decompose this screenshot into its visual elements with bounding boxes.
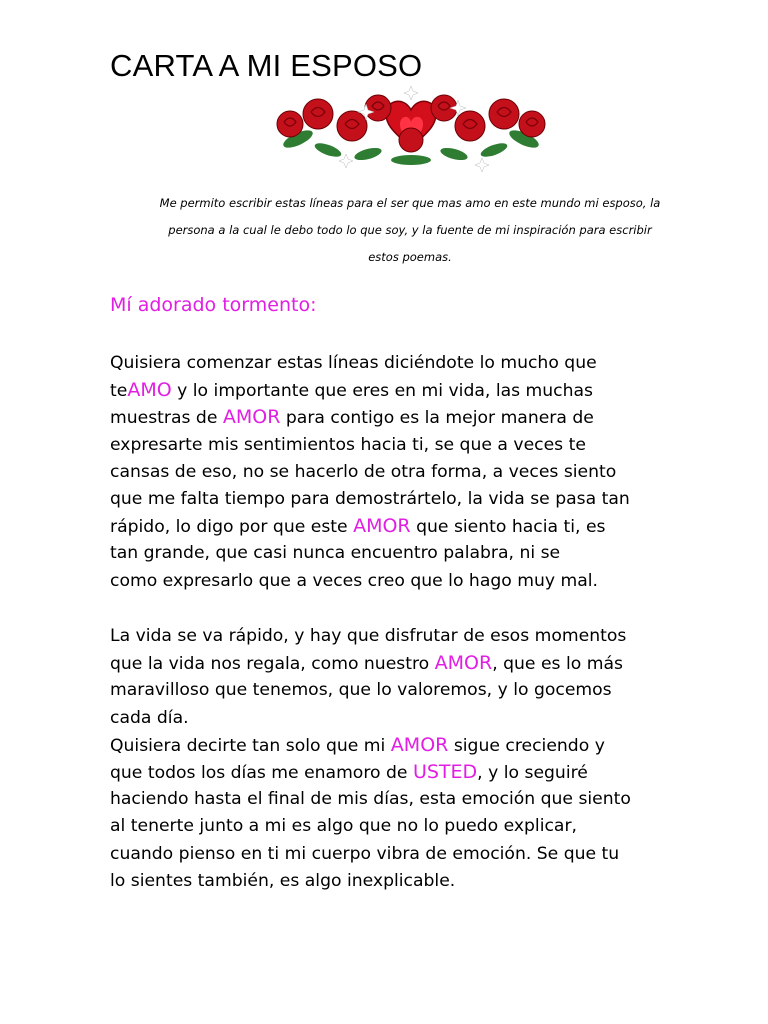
- highlight-word: AMOR: [353, 515, 411, 538]
- text-segment: sigue creciendo y: [448, 735, 605, 756]
- intro-line: Me permito escribir estas líneas para el ser que mas amo en este mundo mi esposo, la: [159, 196, 661, 210]
- text-line: cansas de eso, no se hacerlo de otra forma, a veces siento: [110, 461, 617, 482]
- paragraph-1: [110, 350, 730, 595]
- highlight-word: AMOR: [222, 406, 281, 429]
- highlight-word: AMO: [127, 379, 172, 402]
- intro-text: [110, 190, 710, 271]
- text-segment: y lo importante que eres en mi vida, las muchas: [171, 381, 594, 402]
- text-line: Quisiera comenzar estas líneas diciéndote lo mucho que: [110, 353, 597, 373]
- text-line: al tenerte junto a mi es algo que no lo puedo explicar,: [110, 816, 577, 837]
- text-segment: , que es lo más: [492, 654, 623, 675]
- text-segment: rápido, lo digo por que este: [110, 517, 354, 538]
- text-segment: muestras de: [110, 408, 223, 429]
- text-segment: te: [110, 381, 128, 402]
- text-line: como expresarlo que a veces creo que lo hago muy mal.: [110, 570, 599, 591]
- page-title: CARTA A MI ESPOSO: [110, 48, 423, 83]
- text-line: La vida se va rápido, y hay que disfrutar de esos momentos: [110, 626, 627, 646]
- text-line: haciendo hasta el final de mis días, esta emoción que siento: [110, 789, 631, 810]
- text-line: [110, 404, 730, 431]
- text-line: maravilloso que tenemos, que lo valoremos, y lo gocemos: [110, 680, 612, 701]
- salutation: Mí adorado tormento:: [110, 294, 317, 316]
- text-line: [110, 377, 730, 404]
- text-line: expresarte mis sentimientos hacia ti, se que a veces te: [110, 434, 586, 455]
- text-segment: que siento hacia ti, es: [410, 517, 606, 538]
- text-segment: para contigo es la mejor manera de: [280, 408, 594, 429]
- highlight-word: AMOR: [434, 652, 493, 675]
- intro-line: persona a la cual le debo todo lo que soy, y la fuente de mi inspiración para escribir: [168, 223, 652, 237]
- text-segment: Quisiera decirte tan solo que mi: [110, 735, 391, 756]
- paragraph-2: [110, 623, 730, 895]
- text-line: [110, 732, 730, 759]
- text-line: que me falta tiempo para demostrártelo, la vida se pasa tan: [110, 488, 630, 509]
- text-line: tan grande, que casi nunca encuentro palabra, ni se: [110, 543, 561, 564]
- text-segment: , y lo seguiré: [477, 762, 588, 783]
- text-line: [110, 650, 730, 677]
- text-line: lo sientes también, es algo inexplicable.: [110, 870, 456, 891]
- highlight-word: USTED: [412, 760, 478, 783]
- text-line: cada día.: [110, 707, 189, 728]
- text-line: cuando pienso en ti mi cuerpo vibra de emoción. Se que tu: [110, 843, 620, 864]
- highlight-word: AMOR: [390, 733, 449, 756]
- text-segment: que todos los días me enamoro de: [110, 762, 413, 783]
- text-line: [110, 513, 730, 540]
- text-line: [110, 759, 730, 786]
- text-segment: que la vida nos regala, como nuestro: [110, 654, 435, 675]
- intro-line: estos poemas.: [368, 250, 452, 264]
- roses-hearts-icon: [268, 84, 554, 174]
